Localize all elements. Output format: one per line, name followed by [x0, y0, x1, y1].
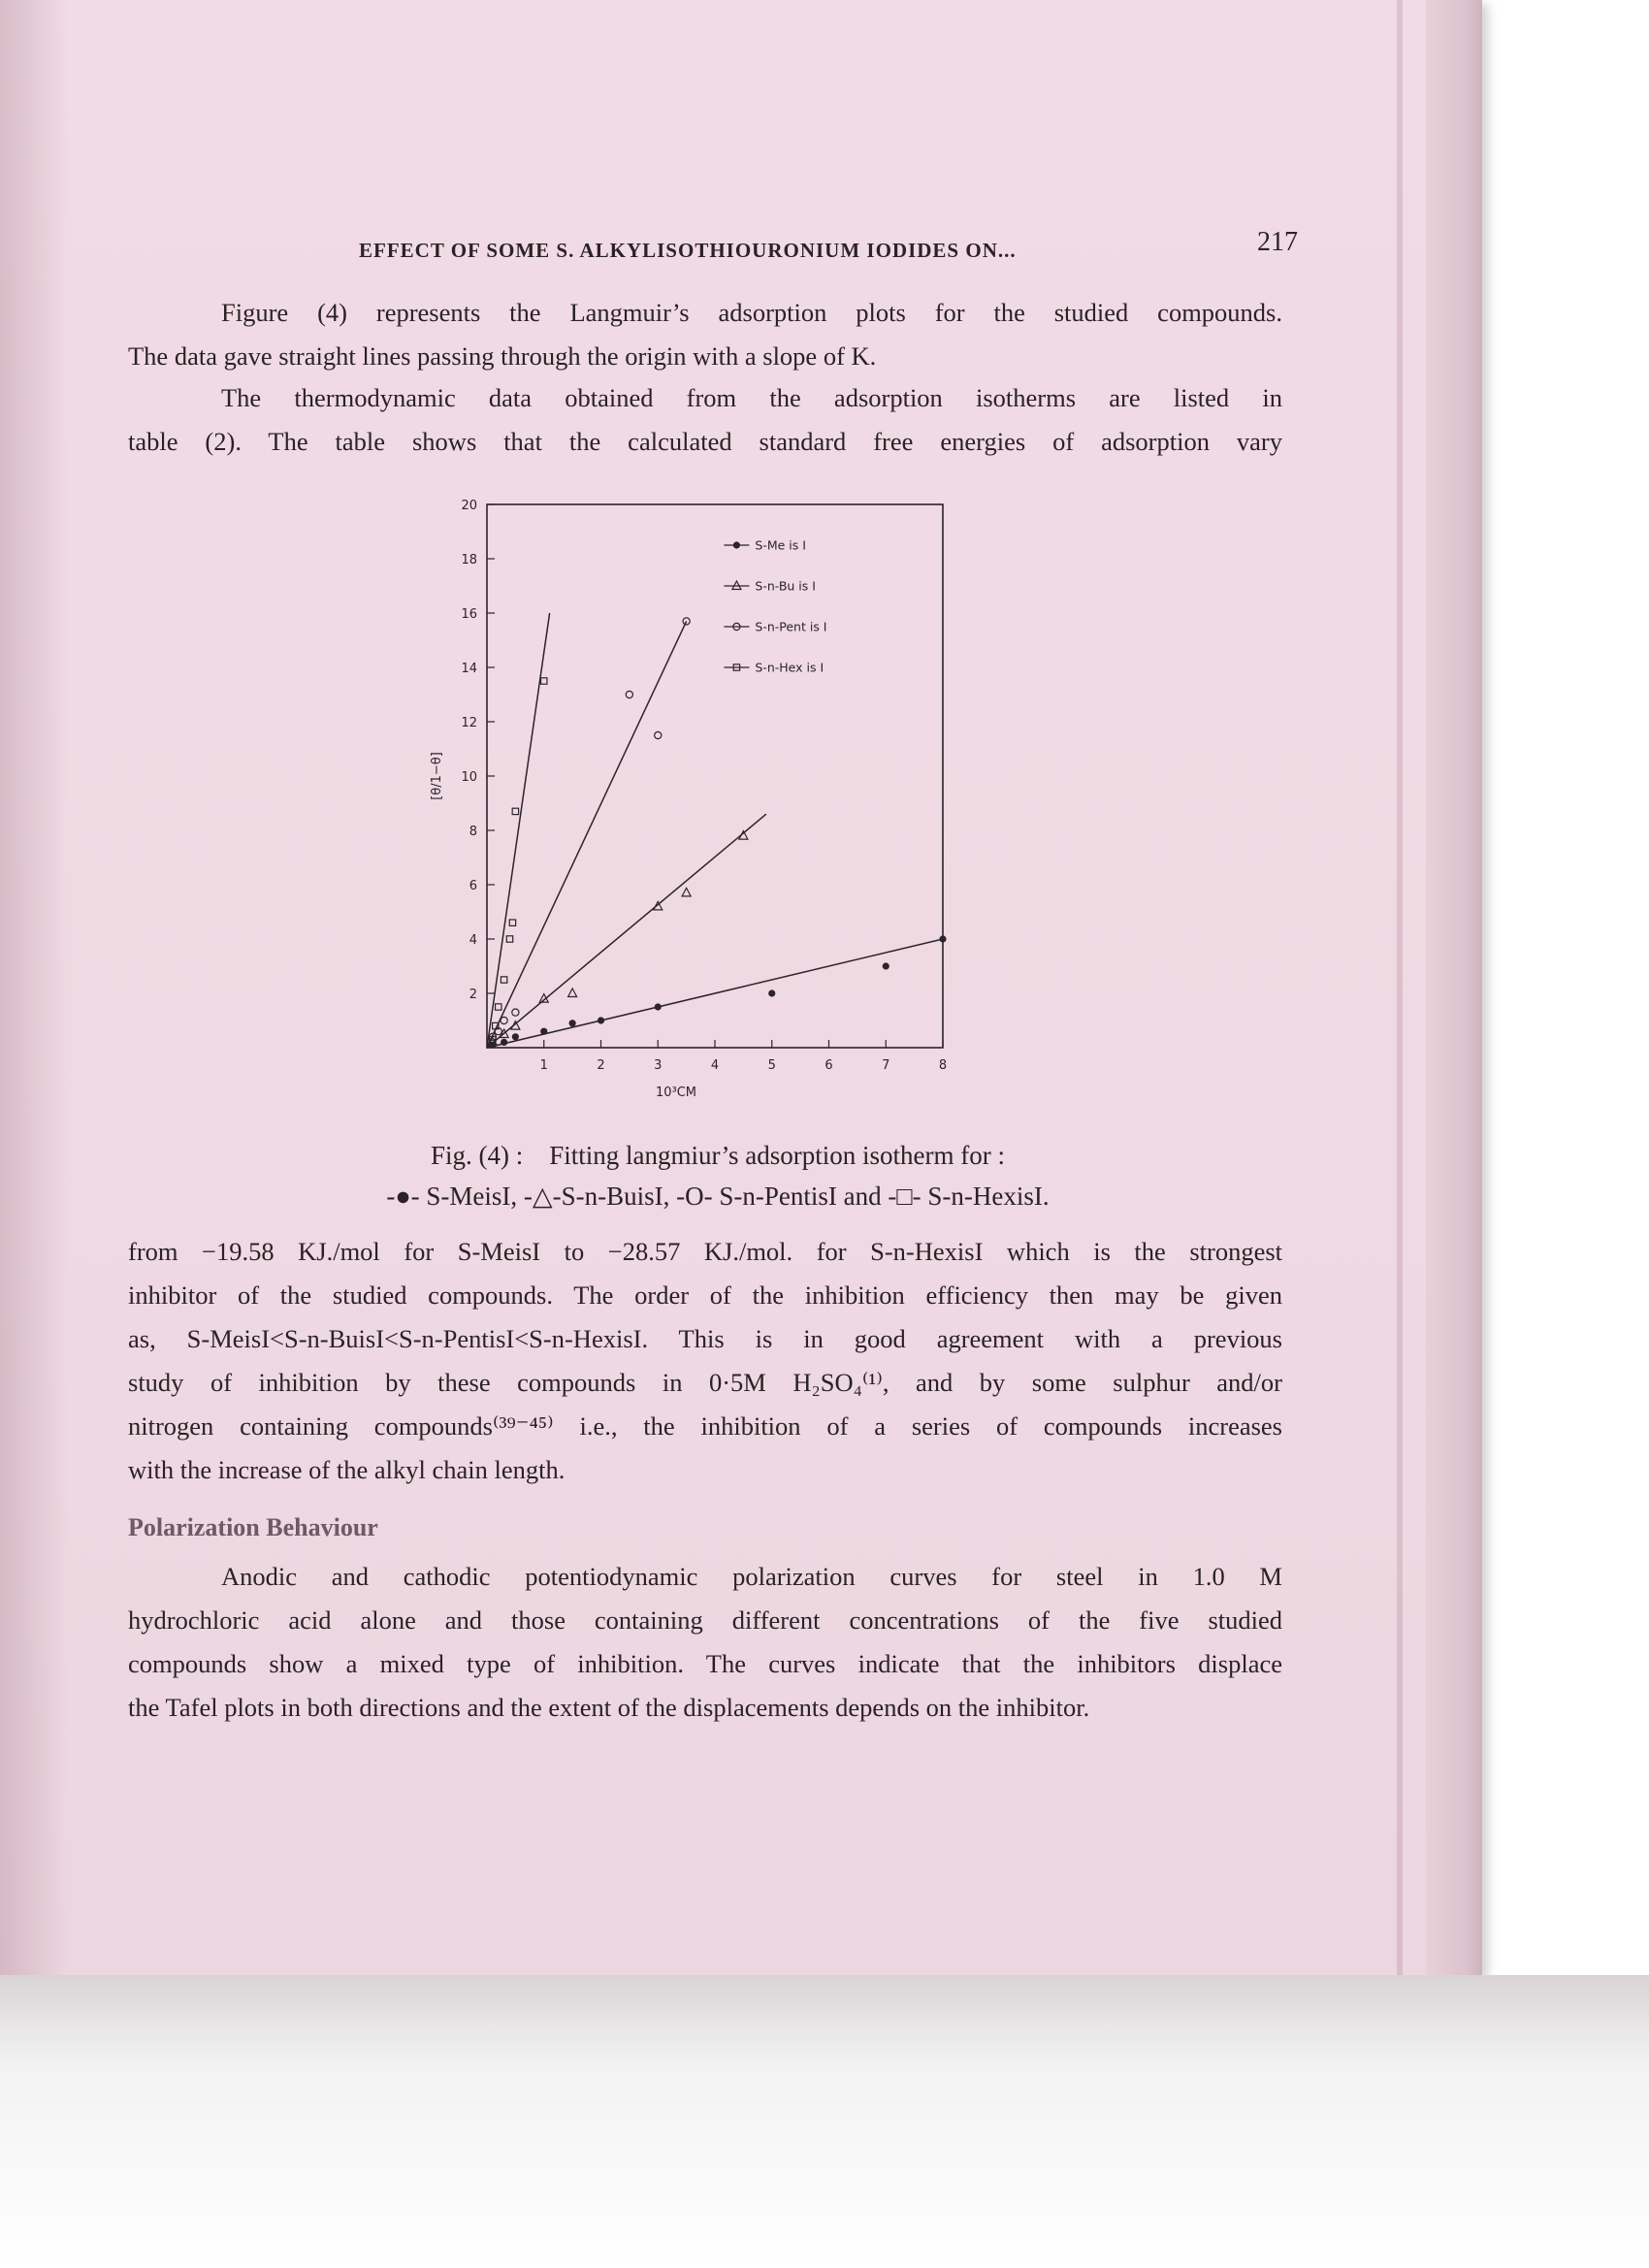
binding-shadow — [0, 0, 68, 1975]
x-tick-label: 5 — [767, 1058, 776, 1073]
caption-text: Fitting langmiur’s adsorption isotherm for : — [549, 1141, 1005, 1170]
y-tick-label: 2 — [469, 988, 477, 1002]
page-fold — [1397, 0, 1403, 1975]
paragraph-line: nitrogen containing compounds⁽³⁹⁻⁴⁵⁾ i.e., the inhibition of a series of compounds increases — [128, 1411, 1282, 1441]
data-point-filled-circle — [598, 1017, 604, 1023]
y-tick-label: 20 — [461, 499, 477, 513]
caption-first-line — [291, 1135, 1145, 1176]
data-point-triangle — [682, 888, 691, 896]
x-axis-label: 10³CM — [655, 1085, 697, 1100]
legend-entry: S-n-Pent is I — [755, 619, 827, 634]
adsorption-chart — [407, 490, 970, 1120]
data-point-open-circle — [501, 1017, 507, 1023]
data-point-filled-circle — [768, 989, 775, 996]
y-tick-label: 12 — [461, 716, 477, 730]
legend-entry: S-Me is I — [755, 537, 806, 553]
caption-label: Fig. (4) : — [431, 1141, 524, 1170]
y-tick-label: 14 — [461, 662, 477, 676]
y-tick-label: 8 — [469, 825, 477, 839]
paragraph-line: study of inhibition by these compounds in 0·5M H₂SO₄⁽¹⁾, and by some sulphur and/or — [128, 1368, 1282, 1397]
x-tick-label: 4 — [710, 1058, 720, 1073]
data-point-filled-circle — [939, 935, 946, 942]
adsorption-isotherm-figure — [407, 490, 970, 1120]
data-point-open-circle — [512, 1009, 519, 1016]
x-tick-label: 7 — [882, 1058, 890, 1073]
data-point-open-circle — [655, 731, 662, 738]
paragraph-line: with the increase of the alkyl chain length. — [128, 1455, 566, 1484]
caption-series: -●- S-MeisI, -△-S-n-BuisI, -O- S-n-PentisI and -□- S-n-HexisI. — [386, 1182, 1050, 1211]
fit-line — [487, 621, 687, 1048]
legend-entry: S-n-Hex is I — [755, 660, 824, 675]
paragraph-line: as, S-MeisI<S-n-BuisI<S-n-PentisI<S-n-HexisI. This is in good agreement with a previous — [128, 1324, 1282, 1353]
x-tick-label: 6 — [824, 1058, 833, 1073]
y-tick-label: 4 — [469, 933, 477, 948]
paragraph-line: from −19.58 KJ./mol for S-MeisI to −28.57 KJ./mol. for S-n-HexisI which is the strongest — [128, 1237, 1282, 1266]
section-heading: Polarization Behaviour — [128, 1513, 378, 1541]
plot-frame — [487, 504, 943, 1048]
scan-background — [0, 1975, 1649, 2268]
data-point-open-square — [506, 936, 512, 942]
paragraph-line: The thermodynamic data obtained from the adsorption isotherms are listed in — [221, 383, 1282, 412]
fit-line — [487, 814, 766, 1048]
data-point-filled-circle — [883, 962, 889, 969]
data-point-open-square — [541, 678, 547, 684]
data-point-filled-circle — [733, 541, 740, 548]
paragraph-line: the Tafel plots in both directions and the extent of the displacements depends on the inhibitor. — [128, 1693, 1090, 1722]
figure-caption — [291, 1135, 1145, 1216]
data-point-open-square — [496, 1004, 501, 1010]
running-head: EFFECT OF SOME S. ALKYLISOTHIOURONIUM IODIDES ON... — [359, 239, 1017, 262]
page-number: 217 — [1257, 227, 1298, 257]
data-point-filled-circle — [512, 1033, 519, 1040]
data-point-triangle — [568, 988, 577, 997]
data-point-filled-circle — [569, 1020, 576, 1026]
data-point-open-square — [501, 977, 506, 983]
paragraph-line: inhibitor of the studied compounds. The order of the inhibition efficiency then may be given — [128, 1280, 1282, 1310]
y-tick-label: 18 — [461, 553, 477, 567]
paragraph-line: table (2). The table shows that the calculated standard free energies of adsorption vary — [128, 427, 1282, 456]
paragraph-4 — [128, 1555, 1282, 1730]
data-point-filled-circle — [655, 1003, 662, 1010]
x-tick-label: 2 — [597, 1058, 605, 1073]
data-point-open-circle — [626, 691, 632, 697]
y-tick-label: 6 — [469, 879, 477, 893]
page-edge — [1426, 0, 1482, 1975]
y-axis-label: [θ/1−θ] — [430, 752, 444, 800]
paragraph-line: Figure (4) represents the Langmuir’s adsorption plots for the studied compounds. — [221, 298, 1282, 327]
data-point-triangle — [732, 581, 741, 590]
legend-entry: S-n-Bu is I — [755, 578, 816, 594]
paragraph-1 — [128, 291, 1282, 378]
paragraph-line: hydrochloric acid alone and those containing different concentrations of the five studied — [128, 1605, 1282, 1635]
x-tick-label: 8 — [938, 1058, 948, 1073]
x-tick-label: 3 — [654, 1058, 663, 1073]
fit-line — [487, 939, 943, 1048]
data-point-filled-circle — [501, 1039, 507, 1046]
data-point-open-square — [509, 920, 515, 925]
fit-line — [487, 613, 550, 1048]
paragraph-2 — [128, 376, 1282, 464]
data-point-open-square — [512, 808, 518, 814]
paragraph-3 — [128, 1230, 1282, 1492]
data-point-triangle — [511, 1021, 520, 1030]
x-tick-label: 1 — [539, 1058, 548, 1073]
y-tick-label: 10 — [461, 770, 477, 785]
paragraph-line: compounds show a mixed type of inhibition. The curves indicate that the inhibitors displace — [128, 1649, 1282, 1678]
y-tick-label: 16 — [461, 607, 477, 622]
data-point-filled-circle — [540, 1028, 547, 1035]
paragraph-line: The data gave straight lines passing through the origin with a slope of K. — [128, 341, 877, 371]
paragraph-line: Anodic and cathodic potentiodynamic polarization curves for steel in 1.0 M — [221, 1562, 1282, 1591]
